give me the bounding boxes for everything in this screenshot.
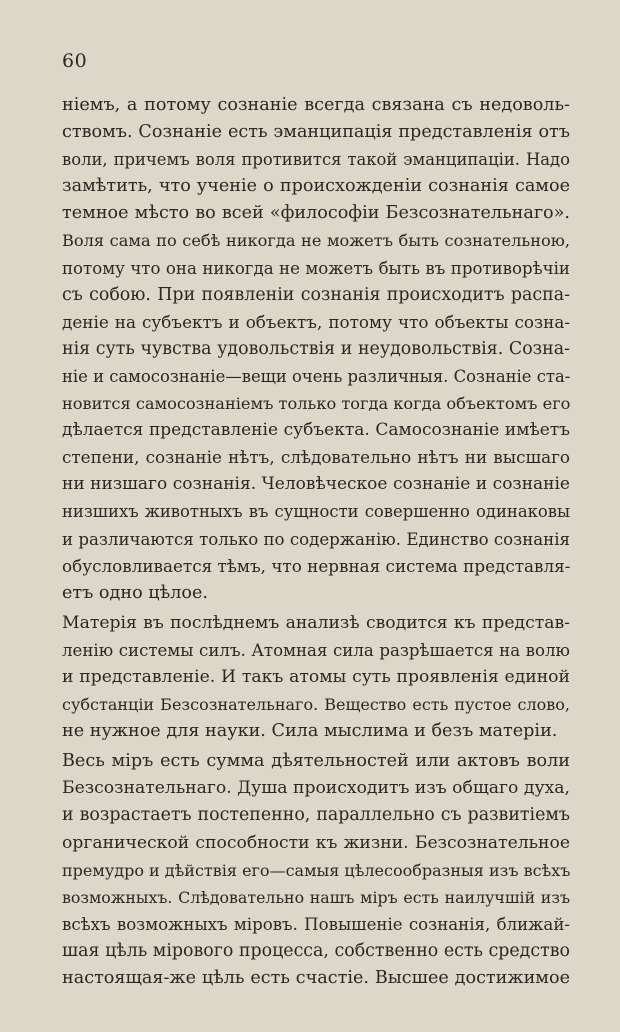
text-line: премудро и дѣйствія его—самыя цѣлесообразныя изъ всѣхъ — [62, 860, 571, 880]
text-line: деніе на субъектъ и объектъ, потому что объекты созна- — [62, 311, 570, 332]
text-line: Матерія въ послѣднемъ анализѣ сводится къ представ- — [62, 612, 570, 633]
text-line: ленію системы силъ. Атомная сила разрѣшается на волю — [62, 640, 570, 660]
text-line: и представленіе. И такъ атомы суть проявленія единой — [62, 666, 570, 687]
text-line: воли, причемъ воля противится такой эманципаціи. Надо — [62, 150, 570, 170]
text-line: возможныхъ. Слѣдовательно нашъ міръ есть наилучшій изъ — [62, 887, 570, 907]
text-line: степени, сознаніе нѣтъ, слѣдовательно нѣтъ ни высшаго — [62, 447, 570, 468]
text-line: темное мѣсто во всей «философіи Безсознательнаго». — [62, 203, 570, 224]
text-line: ніе и самосознаніе—вещи очень различныя. Сознаніе ста- — [62, 366, 571, 386]
paragraph-1 — [62, 92, 570, 607]
paragraph-3 — [62, 748, 570, 992]
text-line: органической способности къ жизни. Безсознательное — [62, 832, 570, 853]
text-line: дѣлается представленіе субъекта. Самосознаніе имѣетъ — [62, 420, 570, 441]
text-line: субстанціи Безсознательнаго. Вещество есть пустое слово, — [62, 695, 570, 715]
text-line: обусловливается тѣмъ, что нервная система представля- — [62, 555, 571, 576]
text-line: потому что она никогда не можетъ быть въ противорѣчіи — [62, 258, 570, 278]
text-line: не нужное для науки. Сила мыслима и безъ матеріи. — [62, 721, 558, 742]
text-line: шая цѣль мірового процесса, собственно есть средство — [62, 940, 570, 961]
text-line: Весь міръ есть сумма дѣятельностей или актовъ воли — [62, 751, 570, 772]
text-line: и различаются только по содержанію. Единство сознанія — [62, 529, 570, 549]
text-line: низшихъ животныхъ въ сущности совершенно одинаковы — [62, 502, 570, 522]
paragraph-2 — [62, 610, 570, 745]
text-line: нія суть чувства удовольствія и неудовольствія. Созна- — [62, 338, 570, 359]
text-line: Воля сама по себѣ никогда не можетъ быть сознательною, — [62, 231, 570, 251]
text-line: ніемъ, а потому сознаніе всегда связана съ недоволь- — [62, 95, 570, 115]
text-line: новится самосознаніемъ только тогда когда объектомъ его — [62, 394, 571, 414]
text-line: ни низшаго сознанія. Человѣческое сознаніе и сознаніе — [62, 474, 570, 495]
text-line: етъ одно цѣлое. — [62, 582, 208, 603]
body-text — [62, 92, 570, 992]
text-line: всѣхъ возможныхъ міровъ. Повышеніе сознанія, ближай- — [62, 914, 570, 934]
text-line: настоящая-же цѣль есть счастіе. Высшее достижимое — [62, 968, 570, 988]
text-line: съ собою. При появленіи сознанія происходитъ распа- — [62, 284, 570, 305]
page-number: 60 — [62, 50, 88, 72]
text-line: замѣтить, что ученіе о происхожденіи сознанія самое — [62, 176, 570, 197]
text-line: Безсознательнаго. Душа происходитъ изъ общаго духа, — [62, 778, 570, 799]
text-line: ствомъ. Сознаніе есть эманципація представленія отъ — [62, 122, 570, 143]
text-line: и возрастаетъ постепенно, параллельно съ развитіемъ — [62, 805, 570, 826]
